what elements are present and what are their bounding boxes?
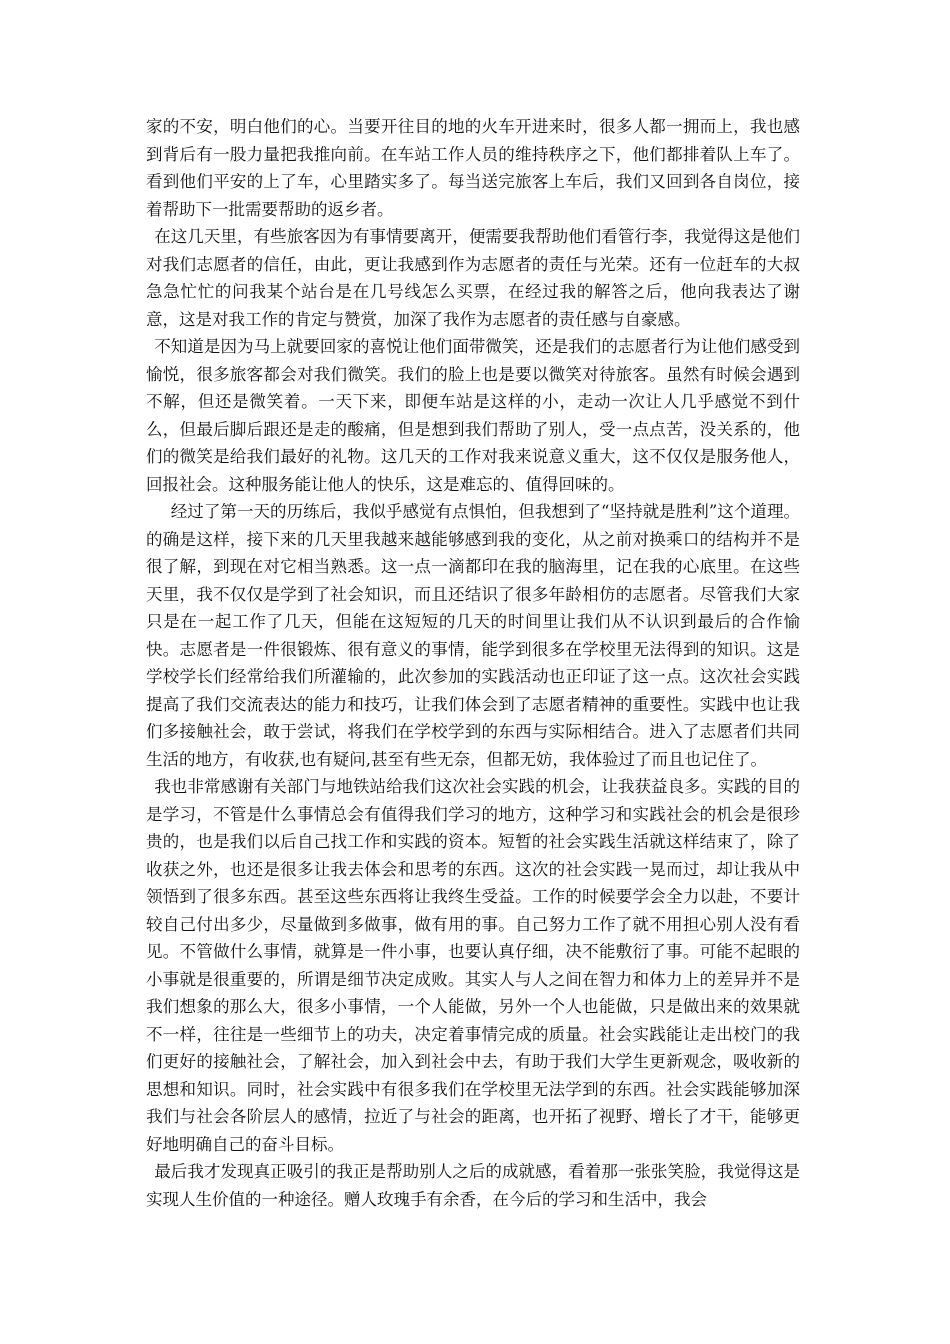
paragraph-2: 在这几天里，有些旅客因为有事情要离开，便需要我帮助他们看管行李，我觉得这是他们对我们志愿者的信任，由此，更让我感到作为志愿者的责任与光荣。还有一位赶车的大叔急急忙忙的问我某个站台是在几号线怎么买票，在经过我的解答之后，他向我表达了谢意，这是对我工作的肯定与赞赏，加深了我作为志愿者的责任感与自豪感。	[146, 227, 800, 329]
paragraph-4: 经过了第一天的历练后，我似乎感觉有点惧怕，但我想到了“坚持就是胜利”这个道理。的确是这样，接下来的几天里我越来越能够感到我的变化，从之前对换乘口的结构并不是很了解，到现在对它相当熟悉。这一点一滴都印在我的脑海里，记在我的心底里。在这些天里，我不仅仅是学到了社会知识，而且还结识了很多年龄相仿的志愿者。尽管我们大家只是在一起工作了几天，但能在这短短的几天的时间里让我们从不认识到最后的合作愉快。志愿者是一件很锻炼、很有意义的事情，能学到很多在学校里无法得到的知识。这是学校学长们经常给我们所灌输的，此次参加的实践活动也正印证了这一点。这次社会实践提高了我们交流表达的能力和技巧，让我们体会到了志愿者精神的重要性。实践中也让我们多接触社会，敢于尝试，将我们在学校学到的东西与实际相结合。进入了志愿者们共同生活的地方，有收获,也有疑问,甚至有些无奈，但都无妨，我体验过了而且也记住了。	[146, 502, 800, 769]
paragraph-1: 家的不安，明白他们的心。当要开往目的地的火车开进来时，很多人都一拥而上，我也感到背后有一股力量把我推向前。在车站工作人员的维持秩序之下，他们都排着队上车了。看到他们平安的上了车，心里踏实多了。每当送完旅客上车后，我们又回到各自岗位，接着帮助下一批需要帮助的返乡者。	[146, 117, 800, 219]
document-body	[146, 113, 800, 1213]
paragraph-6: 最后我才发现真正吸引的我正是帮助别人之后的成就感，看着那一张张笑脸，我觉得这是实现人生价值的一种途径。赠人玫瑰手有余香，在今后的学习和生活中，我会	[146, 1162, 800, 1209]
paragraph-3: 不知道是因为马上就要回家的喜悦让他们面带微笑，还是我们的志愿者行为让他们感受到愉悦，很多旅客都会对我们微笑。我们的脸上也是要以微笑对待旅客。虽然有时候会遇到不解，但还是微笑着。一天下来，即便车站是这样的小，走动一次让人几乎感觉不到什么，但最后脚后跟还是走的酸痛，但是想到我们帮助了别人，受一点点苦，没关系的，他们的微笑是给我们最好的礼物。这几天的工作对我来说意义重大，这不仅仅是服务他人，回报社会。这种服务能让他人的快乐，这是难忘的、值得回味的。	[146, 337, 800, 494]
paragraph-5: 我也非常感谢有关部门与地铁站给我们这次社会实践的机会，让我获益良多。实践的目的是学习，不管是什么事情总会有值得我们学习的地方，这种学习和实践社会的机会是很珍贵的，也是我们以后自己找工作和实践的资本。短暂的社会实践生活就这样结束了，除了收获之外，也还是很多让我去体会和思考的东西。这次的社会实践一晃而过，却让我从中领悟到了很多东西。甚至这些东西将让我终生受益。工作的时候要学会全力以赴，不要计较自己付出多少，尽量做到多做事，做有用的事。自己努力工作了就不用担心别人没有看见。不管做什么事情，就算是一件小事，也要认真仔细，决不能敷衍了事。可能不起眼的小事就是很重要的，所谓是细节决定成败。其实人与人之间在智力和体力上的差异并不是我们想象的那么大，很多小事情，一个人能做，另外一个人也能做，只是做出来的效果就不一样，往往是一些细节上的功夫，决定着事情完成的质量。社会实践能让走出校门的我们更好的接触社会，了解社会，加入到社会中去，有助于我们大学生更新观念，吸收新的思想和知识。同时，社会实践中有很多我们在学校里无法学到的东西。社会实践能够加深我们与社会各阶层人的感情，拉近了与社会的距离，也开拓了视野、增长了才干，能够更好地明确自己的奋斗目标。	[146, 777, 800, 1154]
